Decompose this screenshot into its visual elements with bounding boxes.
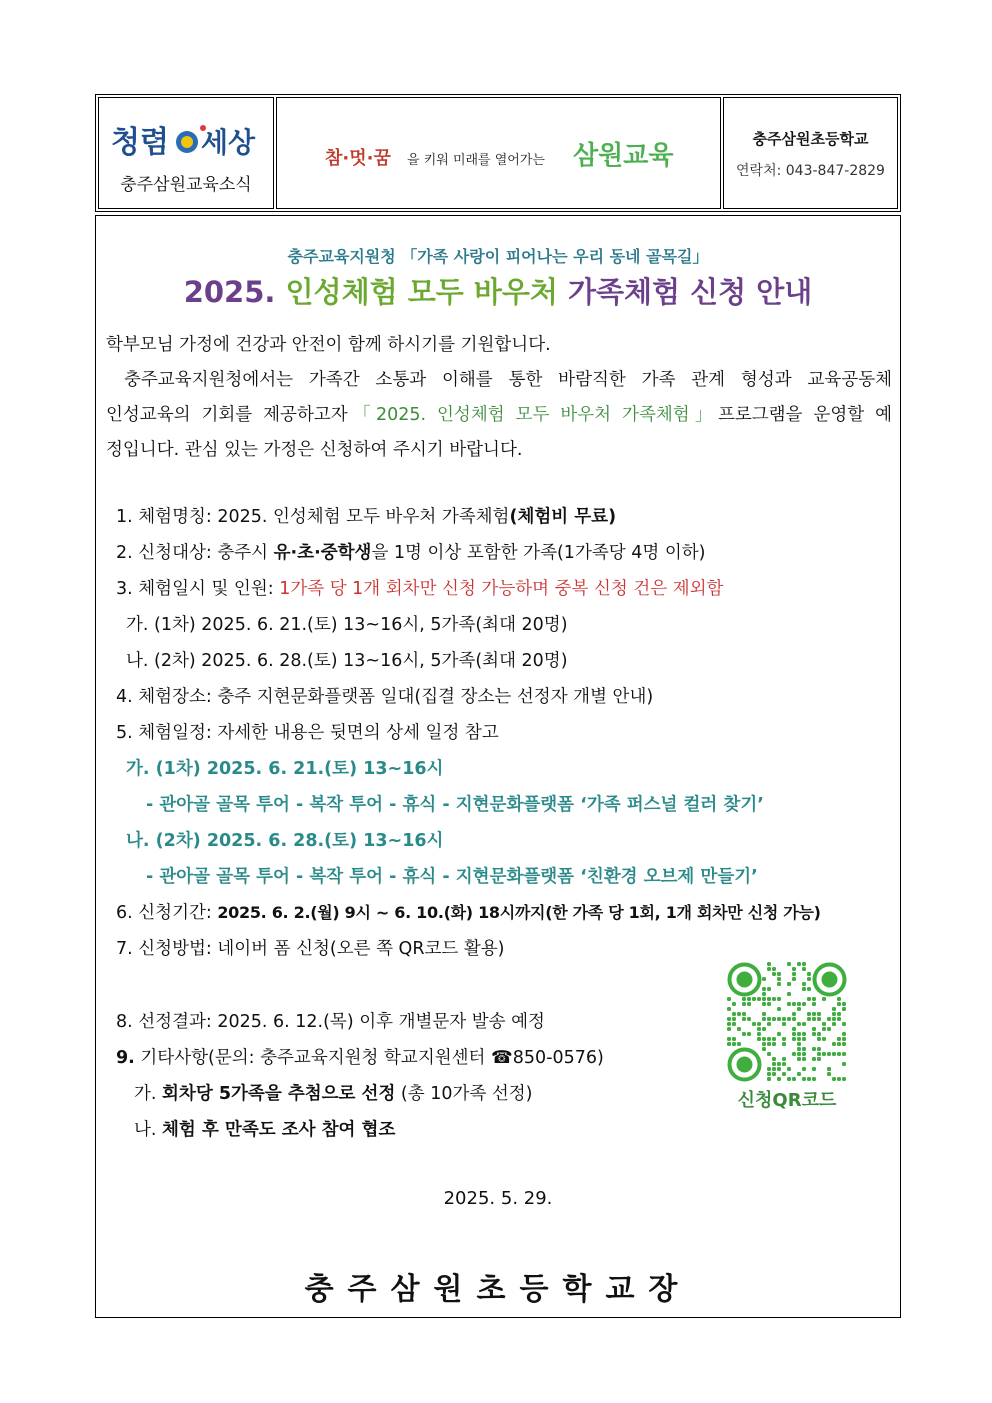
newsletter-name: 충주삼원교육소식 xyxy=(120,175,252,195)
intro-line: 충주교육지원청에서는 가족간 소통과 이해를 통한 바람직한 가족 관계 형성과 교육공동체 xyxy=(124,370,892,390)
header-school-cell xyxy=(723,97,898,209)
list-item: 가. 회차당 5가족을 추첨으로 선정 (총 10가족 선정) xyxy=(134,1084,533,1104)
list-item: 나. (2차) 2025. 6. 28.(토) 13~16시 xyxy=(126,831,444,851)
qr-label: 신청QR코드 xyxy=(737,1090,837,1111)
slogan-banner xyxy=(325,126,685,186)
list-item: - 관아골 골목 투어 - 복작 투어 - 휴식 - 지현문화플랫폼 ‘가족 퍼스널 컬러 찾기’ xyxy=(146,795,764,815)
title-rest: 가족체험 신청 안내 xyxy=(567,275,813,309)
school-name: 충주삼원초등학교 xyxy=(752,130,869,148)
intro-line: 학부모님 가정에 건강과 안전이 함께 하시기를 기원합니다. xyxy=(106,335,551,355)
issue-date: 2025. 5. 29. xyxy=(443,1188,553,1209)
header-slogan-cell xyxy=(276,97,721,209)
integrity-logo xyxy=(107,118,267,162)
notice-body xyxy=(95,215,901,1318)
list-item: - 관아골 골목 투어 - 복작 투어 - 휴식 - 지현문화플랫폼 ‘친환경 오브제 만들기’ xyxy=(146,867,758,887)
list-item: 7. 신청방법: 네이버 폼 신청(오른 쪽 QR코드 활용) xyxy=(116,939,505,959)
svg-text:청렴: 청렴 xyxy=(111,125,169,160)
header-table xyxy=(95,94,901,212)
svg-text:삼원교육: 삼원교육 xyxy=(573,141,674,171)
list-item: 나. 체험 후 만족도 조사 참여 협조 xyxy=(134,1120,396,1140)
list-item: 1. 체험명칭: 2025. 인성체험 모두 바우처 가족체험(체험비 무료) xyxy=(116,507,617,527)
list-item: 나. (2차) 2025. 6. 28.(토) 13~16시, 5가족(최대 20명) xyxy=(126,651,568,671)
subtitle: 충주교육지원청 「가족 사랑이 피어나는 우리 동네 골목길」 xyxy=(287,247,709,266)
contact-number: 연락처: 043-847-2829 xyxy=(736,163,885,179)
intro-line: 정입니다. 관심 있는 가정은 신청하여 주시기 바랍니다. xyxy=(106,440,523,460)
svg-text:세상: 세상 xyxy=(201,126,256,159)
qr-code[interactable] xyxy=(726,961,848,1083)
page-title xyxy=(96,270,900,311)
list-item: 가. (1차) 2025. 6. 21.(토) 13~16시 xyxy=(126,759,444,779)
title-green: 인성체험 모두 바우처 xyxy=(285,275,558,309)
header-logo-cell xyxy=(98,97,274,209)
list-item: 가. (1차) 2025. 6. 21.(토) 13~16시, 5가족(최대 20명) xyxy=(126,615,568,635)
list-item: 3. 체험일시 및 인원: 1가족 당 1개 회차만 신청 가능하며 중복 신청 건은 제외함 xyxy=(116,579,724,599)
signature: 충주삼원초등학교장 xyxy=(304,1272,692,1307)
title-year: 2025. xyxy=(183,275,276,309)
intro-line: 인성교육의 기회를 제공하고자「2025. 인성체험 모두 바우처 가족체험」프로그램을 운영할 예 xyxy=(106,405,892,425)
list-item: 5. 체험일정: 자세한 내용은 뒷면의 상세 일정 참고 xyxy=(116,723,499,743)
list-item: 6. 신청기간: 2025. 6. 2.(월) 9시 ~ 6. 10.(화) 18시까지(한 가족 당 1회, 1개 회차만 신청 가능) xyxy=(116,903,821,923)
list-item: 4. 체험장소: 충주 지현문화플랫폼 일대(집결 장소는 선정자 개별 안내) xyxy=(116,687,654,707)
list-item: 9. 기타사항(문의: 충주교육지원청 학교지원센터 ☎850-0576) xyxy=(116,1048,604,1068)
list-item: 2. 신청대상: 충주시 유·초·중학생을 1명 이상 포함한 가족(1가족당 4명 이하) xyxy=(116,543,706,563)
svg-text:을 키워 미래를 열어가는: 을 키워 미래를 열어가는 xyxy=(407,153,545,168)
intro-paragraph xyxy=(106,328,892,468)
list-item: 8. 선정결과: 2025. 6. 12.(목) 이후 개별문자 발송 예정 xyxy=(116,1012,545,1032)
svg-text:참·멋·꿈: 참·멋·꿈 xyxy=(325,148,391,169)
